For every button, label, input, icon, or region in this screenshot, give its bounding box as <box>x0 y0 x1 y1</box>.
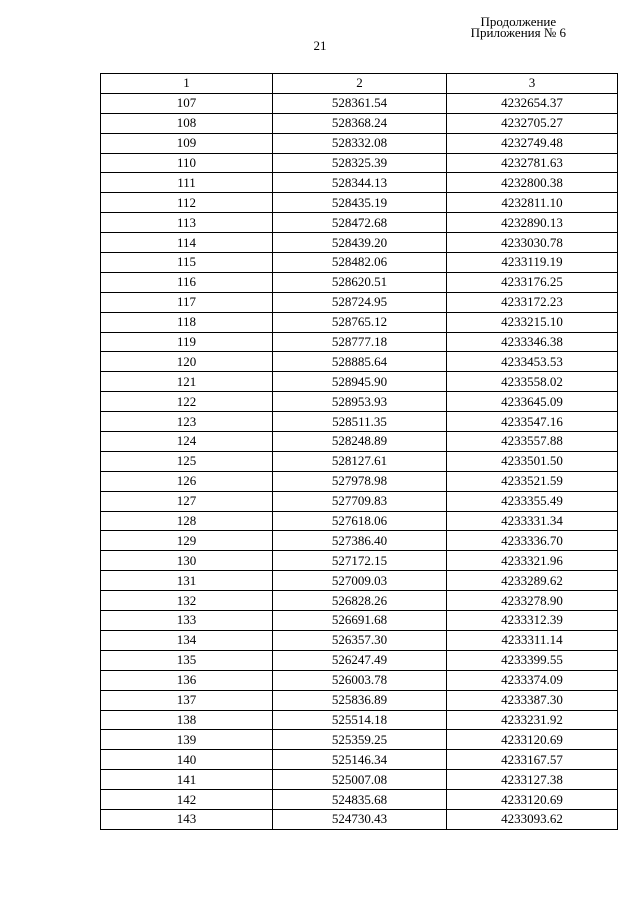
x-coordinate-cell: 526247.49 <box>273 650 447 670</box>
table-row <box>101 432 618 452</box>
x-coordinate-cell: 528127.61 <box>273 451 447 471</box>
point-number-cell: 130 <box>101 551 273 571</box>
y-coordinate-cell: 4233278.90 <box>447 591 618 611</box>
table-row <box>101 392 618 412</box>
y-coordinate-cell: 4233501.50 <box>447 451 618 471</box>
table-row <box>101 571 618 591</box>
point-number-cell: 119 <box>101 332 273 352</box>
point-number-cell: 143 <box>101 809 273 829</box>
x-coordinate-cell: 528472.68 <box>273 213 447 233</box>
y-coordinate-cell: 4233321.96 <box>447 551 618 571</box>
coordinates-table-body <box>101 74 618 830</box>
table-row <box>101 412 618 432</box>
x-coordinate-cell: 528620.51 <box>273 272 447 292</box>
y-coordinate-cell: 4233547.16 <box>447 412 618 432</box>
point-number-cell: 121 <box>101 372 273 392</box>
table-row <box>101 173 618 193</box>
y-coordinate-cell: 4233387.30 <box>447 690 618 710</box>
x-coordinate-cell: 525146.34 <box>273 750 447 770</box>
table-row <box>101 730 618 750</box>
table-row <box>101 153 618 173</box>
table-row <box>101 551 618 571</box>
table-row <box>101 531 618 551</box>
y-coordinate-cell: 4233557.88 <box>447 432 618 452</box>
y-coordinate-cell: 4233331.34 <box>447 511 618 531</box>
point-number-cell: 128 <box>101 511 273 531</box>
point-number-cell: 122 <box>101 392 273 412</box>
x-coordinate-cell: 528953.93 <box>273 392 447 412</box>
x-coordinate-cell: 528482.06 <box>273 253 447 273</box>
point-number-cell: 107 <box>101 93 273 113</box>
y-coordinate-cell: 4232800.38 <box>447 173 618 193</box>
x-coordinate-cell: 528511.35 <box>273 412 447 432</box>
y-coordinate-cell: 4233172.23 <box>447 292 618 312</box>
x-coordinate-cell: 528724.95 <box>273 292 447 312</box>
point-number-cell: 131 <box>101 571 273 591</box>
table-row <box>101 253 618 273</box>
x-coordinate-cell: 525836.89 <box>273 690 447 710</box>
x-coordinate-cell: 526828.26 <box>273 591 447 611</box>
table-row <box>101 710 618 730</box>
x-coordinate-cell: 528325.39 <box>273 153 447 173</box>
x-coordinate-cell: 528945.90 <box>273 372 447 392</box>
table-row <box>101 790 618 810</box>
table-row <box>101 312 618 332</box>
column-header: 1 <box>101 74 273 94</box>
y-coordinate-cell: 4233311.14 <box>447 630 618 650</box>
x-coordinate-cell: 528248.89 <box>273 432 447 452</box>
table-row <box>101 332 618 352</box>
y-coordinate-cell: 4233346.38 <box>447 332 618 352</box>
table-row <box>101 451 618 471</box>
point-number-cell: 135 <box>101 650 273 670</box>
point-number-cell: 116 <box>101 272 273 292</box>
y-coordinate-cell: 4232654.37 <box>447 93 618 113</box>
y-coordinate-cell: 4233120.69 <box>447 790 618 810</box>
x-coordinate-cell: 527618.06 <box>273 511 447 531</box>
point-number-cell: 115 <box>101 253 273 273</box>
y-coordinate-cell: 4233374.09 <box>447 670 618 690</box>
table-row <box>101 372 618 392</box>
table-row <box>101 471 618 491</box>
x-coordinate-cell: 525359.25 <box>273 730 447 750</box>
y-coordinate-cell: 4233093.62 <box>447 809 618 829</box>
table-row <box>101 233 618 253</box>
x-coordinate-cell: 528344.13 <box>273 173 447 193</box>
y-coordinate-cell: 4233215.10 <box>447 312 618 332</box>
y-coordinate-cell: 4233231.92 <box>447 710 618 730</box>
column-header: 3 <box>447 74 618 94</box>
table-row <box>101 133 618 153</box>
coordinates-table <box>100 73 618 830</box>
y-coordinate-cell: 4233521.59 <box>447 471 618 491</box>
page-number: 21 <box>313 38 327 53</box>
y-coordinate-cell: 4233127.38 <box>447 770 618 790</box>
point-number-cell: 120 <box>101 352 273 372</box>
point-number-cell: 112 <box>101 193 273 213</box>
x-coordinate-cell: 528777.18 <box>273 332 447 352</box>
x-coordinate-cell: 528765.12 <box>273 312 447 332</box>
continuation-line-1: Продолжение <box>480 14 557 29</box>
point-number-cell: 124 <box>101 432 273 452</box>
table-row <box>101 750 618 770</box>
point-number-cell: 113 <box>101 213 273 233</box>
table-row <box>101 93 618 113</box>
y-coordinate-cell: 4233289.62 <box>447 571 618 591</box>
point-number-cell: 118 <box>101 312 273 332</box>
y-coordinate-cell: 4233176.25 <box>447 272 618 292</box>
point-number-cell: 123 <box>101 412 273 432</box>
table-row <box>101 650 618 670</box>
x-coordinate-cell: 526357.30 <box>273 630 447 650</box>
continuation-note <box>471 16 566 38</box>
point-number-cell: 136 <box>101 670 273 690</box>
point-number-cell: 111 <box>101 173 273 193</box>
table-row <box>101 511 618 531</box>
table-row <box>101 491 618 511</box>
x-coordinate-cell: 524730.43 <box>273 809 447 829</box>
point-number-cell: 127 <box>101 491 273 511</box>
x-coordinate-cell: 528361.54 <box>273 93 447 113</box>
point-number-cell: 108 <box>101 113 273 133</box>
table-row <box>101 809 618 829</box>
table-row <box>101 670 618 690</box>
point-number-cell: 126 <box>101 471 273 491</box>
y-coordinate-cell: 4233336.70 <box>447 531 618 551</box>
x-coordinate-cell: 528885.64 <box>273 352 447 372</box>
point-number-cell: 132 <box>101 591 273 611</box>
x-coordinate-cell: 525514.18 <box>273 710 447 730</box>
point-number-cell: 140 <box>101 750 273 770</box>
continuation-line-2: Приложения № 6 <box>470 25 566 40</box>
point-number-cell: 117 <box>101 292 273 312</box>
y-coordinate-cell: 4233453.53 <box>447 352 618 372</box>
table-row <box>101 352 618 372</box>
point-number-cell: 137 <box>101 690 273 710</box>
point-number-cell: 125 <box>101 451 273 471</box>
table-row <box>101 770 618 790</box>
table-header-row <box>101 74 618 94</box>
table-row <box>101 591 618 611</box>
point-number-cell: 109 <box>101 133 273 153</box>
y-coordinate-cell: 4232811.10 <box>447 193 618 213</box>
y-coordinate-cell: 4233119.19 <box>447 253 618 273</box>
x-coordinate-cell: 528332.08 <box>273 133 447 153</box>
table-row <box>101 113 618 133</box>
y-coordinate-cell: 4233645.09 <box>447 392 618 412</box>
point-number-cell: 129 <box>101 531 273 551</box>
point-number-cell: 138 <box>101 710 273 730</box>
x-coordinate-cell: 525007.08 <box>273 770 447 790</box>
y-coordinate-cell: 4233558.02 <box>447 372 618 392</box>
table-row <box>101 213 618 233</box>
y-coordinate-cell: 4232705.27 <box>447 113 618 133</box>
x-coordinate-cell: 528368.24 <box>273 113 447 133</box>
y-coordinate-cell: 4233355.49 <box>447 491 618 511</box>
table-row <box>101 630 618 650</box>
point-number-cell: 114 <box>101 233 273 253</box>
x-coordinate-cell: 526003.78 <box>273 670 447 690</box>
point-number-cell: 139 <box>101 730 273 750</box>
column-header: 2 <box>273 74 447 94</box>
x-coordinate-cell: 528435.19 <box>273 193 447 213</box>
table-row <box>101 611 618 631</box>
x-coordinate-cell: 527709.83 <box>273 491 447 511</box>
table-row <box>101 193 618 213</box>
table-row <box>101 272 618 292</box>
y-coordinate-cell: 4233120.69 <box>447 730 618 750</box>
x-coordinate-cell: 526691.68 <box>273 611 447 631</box>
point-number-cell: 141 <box>101 770 273 790</box>
x-coordinate-cell: 528439.20 <box>273 233 447 253</box>
y-coordinate-cell: 4233399.55 <box>447 650 618 670</box>
x-coordinate-cell: 527009.03 <box>273 571 447 591</box>
x-coordinate-cell: 527386.40 <box>273 531 447 551</box>
x-coordinate-cell: 524835.68 <box>273 790 447 810</box>
y-coordinate-cell: 4233167.57 <box>447 750 618 770</box>
y-coordinate-cell: 4232890.13 <box>447 213 618 233</box>
x-coordinate-cell: 527172.15 <box>273 551 447 571</box>
point-number-cell: 142 <box>101 790 273 810</box>
table-row <box>101 690 618 710</box>
x-coordinate-cell: 527978.98 <box>273 471 447 491</box>
table-row <box>101 292 618 312</box>
y-coordinate-cell: 4233312.39 <box>447 611 618 631</box>
y-coordinate-cell: 4232749.48 <box>447 133 618 153</box>
point-number-cell: 134 <box>101 630 273 650</box>
point-number-cell: 110 <box>101 153 273 173</box>
point-number-cell: 133 <box>101 611 273 631</box>
y-coordinate-cell: 4232781.63 <box>447 153 618 173</box>
y-coordinate-cell: 4233030.78 <box>447 233 618 253</box>
